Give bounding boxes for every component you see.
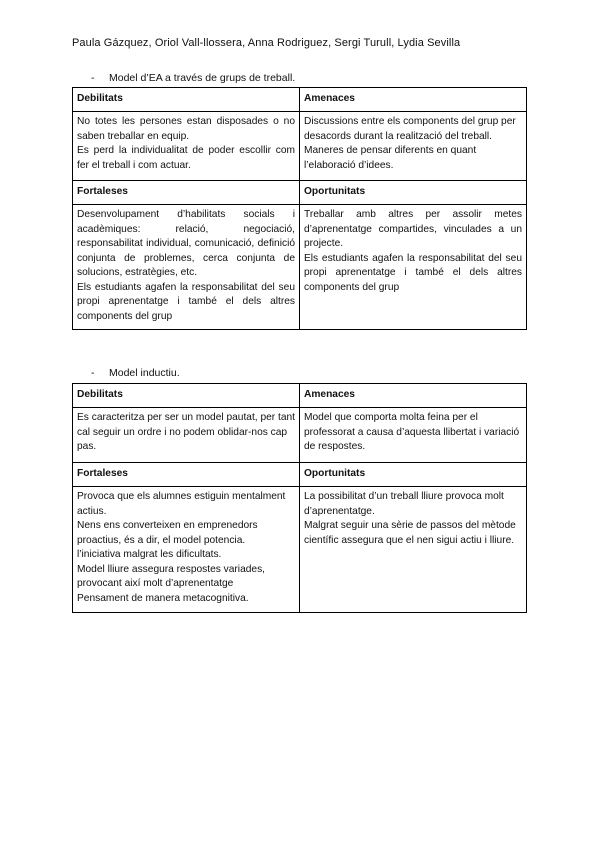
oportunitat-item: Treballar amb altres per assolir metes d’aprenentatge compartides, vinculades a un projecte. <box>304 209 522 249</box>
bullet-dash: - <box>91 367 95 379</box>
bullet-dash: - <box>91 72 95 84</box>
amenaces-cell <box>300 408 527 463</box>
debilitats-cell <box>73 112 300 181</box>
section-title-group-work <box>91 72 295 84</box>
fortaleses-header: Fortaleses <box>73 181 300 205</box>
amenaca-item: Maneres de pensar diferents en quant l’elaboració d’idees. <box>304 145 477 171</box>
oportunitat-item: Els estudiants agafen la responsabilitat del seu propi aprenentatge i també el dels altres components del grup <box>304 252 522 293</box>
fortaleses-header: Fortaleses <box>73 463 300 487</box>
oportunitat-item: La possibilitat d’un treball lliure provoca molt d’aprenentatge. <box>304 491 504 517</box>
amenaces-cell <box>300 112 527 181</box>
debilitats-header: Debilitats <box>73 384 300 408</box>
debilitat-item: Es perd la individualitat de poder escollir com fer el treball i com actuar. <box>77 145 295 171</box>
debilitat-item: No totes les persones estan disposades o no saben treballar en equip. <box>77 116 295 142</box>
oportunitats-header: Oportunitats <box>300 463 527 487</box>
fortaleses-cell <box>73 205 300 330</box>
page-header-authors: Paula Gázquez, Oriol Vall-llossera, Anna Rodriguez, Sergi Turull, Lydia Sevilla <box>72 37 461 49</box>
debilitats-header: Debilitats <box>73 88 300 112</box>
fortalesa-item: Model lliure assegura respostes variades, provocant així molt d’aprenentatge <box>77 563 265 589</box>
oportunitats-cell <box>300 487 527 613</box>
amenaca-item: Discussions entre els components del grup per desacords durant la realització del treball. <box>304 116 516 142</box>
fortalesa-item: Provoca que els alumnes estiguin mentalment actius. <box>77 491 286 517</box>
swot-table-inductive <box>72 383 527 613</box>
amenaces-header: Amenaces <box>300 384 527 408</box>
fortalesa-item: Els estudiants agafen la responsabilitat del seu propi aprenentatge i també el dels altres components del grup <box>77 281 295 322</box>
fortaleses-cell <box>73 487 300 613</box>
fortalesa-item: Desenvolupament d’habilitats socials i acadèmiques: relació, negociació, responsabilitat individual, comunicació, definició conjunta de problemes, cerca conjunta de solucions, estratègies, etc. <box>77 209 295 278</box>
swot-table-group-work <box>72 87 527 330</box>
amenaca-item: Model que comporta molta feina per el professorat a causa d’aquesta llibertat i variació de respostes. <box>304 412 520 452</box>
section-title: Model d’EA a través de grups de treball. <box>109 72 296 84</box>
section-title: Model inductiu. <box>109 367 180 379</box>
debilitats-cell <box>73 408 300 463</box>
section-title-inductive <box>91 367 180 379</box>
oportunitats-header: Oportunitats <box>300 181 527 205</box>
amenaces-header: Amenaces <box>300 88 527 112</box>
fortalesa-item: Pensament de manera metacognitiva. <box>77 592 249 604</box>
debilitat-item: Es caracteritza per ser un model pautat, per tant cal seguir un ordre i no podem oblidar-nos cap pas. <box>77 412 296 452</box>
oportunitat-item: Malgrat seguir una sèrie de passos del mètode científic assegura que el nen sigui actiu i lliure. <box>304 520 516 546</box>
fortalesa-item: Nens ens converteixen en emprenedors proactius, és a dir, el model potencia. <box>77 520 258 546</box>
oportunitats-cell <box>300 205 527 330</box>
fortalesa-item: l’iniciativa malgrat les dificultats. <box>77 549 222 560</box>
